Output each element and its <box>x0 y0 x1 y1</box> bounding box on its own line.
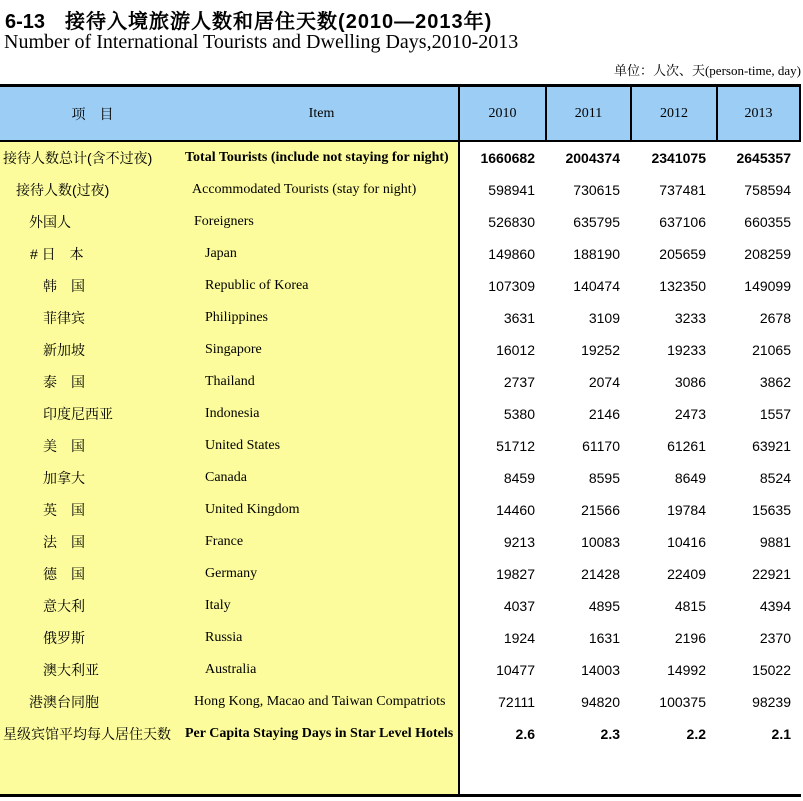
row-label-en: Total Tourists (include not staying for night) <box>185 150 449 165</box>
value-2013: 2370 <box>759 630 791 646</box>
value-2012: 637106 <box>659 214 706 230</box>
row-label-zh: 美 国 <box>43 438 85 454</box>
value-2010: 72111 <box>498 694 535 710</box>
value-2010: 149860 <box>488 246 535 262</box>
table-row <box>0 494 801 526</box>
value-2013: 4394 <box>759 598 791 614</box>
value-2012: 737481 <box>659 182 706 198</box>
value-2012: 19784 <box>667 502 706 518</box>
row-label-en: Per Capita Staying Days in Star Level Hotels <box>185 726 454 741</box>
value-2013: 1557 <box>759 406 791 422</box>
row-label-en: Russia <box>205 630 243 645</box>
value-2011: 61170 <box>582 438 620 454</box>
value-2012: 19233 <box>667 342 706 358</box>
title-chinese: 接待入境旅游人数和居住天数(2010—2013年) <box>65 11 493 33</box>
value-2012: 3086 <box>674 374 706 390</box>
value-2010: 19827 <box>496 566 535 582</box>
value-2012: 8649 <box>674 470 706 486</box>
value-2011: 14003 <box>581 662 620 678</box>
row-label-zh: 俄罗斯 <box>43 630 85 646</box>
value-2013: 15635 <box>752 502 791 518</box>
table-body <box>0 142 801 794</box>
value-2010: 107309 <box>488 278 535 294</box>
row-label-zh: 印度尼西亚 <box>43 406 113 422</box>
value-2013: 758594 <box>744 182 791 198</box>
table-body-filler <box>0 750 801 794</box>
table-row <box>0 462 801 494</box>
statistics-table <box>0 84 801 797</box>
value-2012: 10416 <box>667 534 706 550</box>
value-2011: 2.3 <box>600 726 620 742</box>
row-label-en: Accommodated Tourists (stay for night) <box>192 182 417 197</box>
table-row <box>0 174 801 206</box>
row-label-zh: 澳大利亚 <box>43 662 99 678</box>
row-label-en: Japan <box>205 246 237 261</box>
value-2013: 208259 <box>744 246 791 262</box>
value-2010: 51712 <box>496 438 535 454</box>
value-2011: 3109 <box>588 310 620 326</box>
row-label-zh: 法 国 <box>43 534 85 550</box>
value-2011: 21428 <box>581 566 620 582</box>
value-2011: 8595 <box>588 470 620 486</box>
value-2010: 2737 <box>503 374 535 390</box>
value-2010: 2.6 <box>515 726 535 742</box>
row-label-en: United Kingdom <box>205 502 300 517</box>
table-row <box>0 238 801 270</box>
value-2013: 3862 <box>759 374 791 390</box>
value-2010: 526830 <box>488 214 535 230</box>
table-number: 6-13 <box>5 11 46 33</box>
value-2011: 19252 <box>581 342 620 358</box>
table-row <box>0 430 801 462</box>
table-row <box>0 654 801 686</box>
row-label-en: Australia <box>205 662 257 677</box>
table-row <box>0 718 801 750</box>
value-2011: 21566 <box>581 502 620 518</box>
value-2010: 598941 <box>488 182 535 198</box>
value-2013: 8524 <box>759 470 791 486</box>
row-label-zh: 菲律宾 <box>43 310 85 326</box>
value-2010: 8459 <box>503 470 535 486</box>
row-label-zh: 接待人数总计(含不过夜) <box>3 150 153 166</box>
row-label-en: Indonesia <box>205 406 260 421</box>
unit-note-english: (person-time, day) <box>704 63 801 78</box>
value-2013: 21065 <box>752 342 791 358</box>
table-row <box>0 398 801 430</box>
row-label-zh: 港澳台同胞 <box>29 694 99 710</box>
value-2010: 3631 <box>503 310 535 326</box>
value-2013: 22921 <box>752 566 791 582</box>
value-2011: 94820 <box>581 694 620 710</box>
table-row <box>0 590 801 622</box>
value-2011: 10083 <box>581 534 620 550</box>
value-2012: 22409 <box>667 566 706 582</box>
row-label-zh: 星级宾馆平均每人居住天数 <box>3 726 171 742</box>
row-label-en: Canada <box>205 470 247 485</box>
value-2011: 2074 <box>588 374 620 390</box>
header-year-2010: 2010 <box>458 87 545 140</box>
row-label-zh: 意大利 <box>43 598 85 614</box>
value-2012: 14992 <box>667 662 706 678</box>
value-2010: 5380 <box>503 406 535 422</box>
table-bottom-border <box>0 794 801 797</box>
row-label-en: Germany <box>205 566 258 581</box>
value-2011: 4895 <box>588 598 620 614</box>
row-label-en: France <box>205 534 244 549</box>
value-2011: 2146 <box>588 406 620 422</box>
value-2011: 730615 <box>573 182 620 198</box>
table-row <box>0 206 801 238</box>
row-label-zh: 加拿大 <box>43 470 85 486</box>
value-2010: 1660682 <box>480 150 535 166</box>
value-2011: 140474 <box>573 278 620 294</box>
value-2012: 2341075 <box>651 150 706 166</box>
title-english: Number of International Tourists and Dwelling Days,2010-2013 <box>4 31 519 53</box>
row-label-en: Thailand <box>205 374 255 389</box>
value-2013: 2678 <box>759 310 791 326</box>
value-2013: 15022 <box>752 662 791 678</box>
unit-note-chinese: 单位：人次、天 <box>613 63 705 78</box>
value-2012: 61261 <box>667 438 706 454</box>
value-2011: 188190 <box>573 246 620 262</box>
header-item-zh: 项 目 <box>71 105 114 122</box>
value-2013: 660355 <box>744 214 791 230</box>
row-label-en: Singapore <box>205 342 262 357</box>
page-title <box>5 5 492 34</box>
table-row <box>0 142 801 174</box>
row-label-en: Hong Kong, Macao and Taiwan Compatriots <box>194 694 446 709</box>
header-year-2012: 2012 <box>630 87 716 140</box>
header-year-2013: 2013 <box>716 87 801 140</box>
value-2013: 63921 <box>752 438 791 454</box>
value-2013: 9881 <box>759 534 791 550</box>
value-2012: 2196 <box>674 630 706 646</box>
row-label-en: Republic of Korea <box>205 278 309 293</box>
table-row <box>0 526 801 558</box>
table-row <box>0 558 801 590</box>
row-label-zh: 外国人 <box>29 214 71 230</box>
row-label-en: Foreigners <box>194 214 254 229</box>
table-row <box>0 366 801 398</box>
value-2012: 205659 <box>659 246 706 262</box>
value-2013: 2645357 <box>736 150 791 166</box>
value-2012: 132350 <box>659 278 706 294</box>
value-2010: 1924 <box>503 630 535 646</box>
table-header-row <box>0 87 801 142</box>
row-label-zh: 德 国 <box>43 566 85 582</box>
row-label-zh: 新加坡 <box>43 342 85 358</box>
table-row <box>0 302 801 334</box>
value-2010: 4037 <box>503 598 535 614</box>
value-2013: 98239 <box>752 694 791 710</box>
row-label-zh: 泰 国 <box>43 374 85 390</box>
table-row <box>0 334 801 366</box>
table-row <box>0 686 801 718</box>
value-2012: 2473 <box>674 406 706 422</box>
table-row <box>0 622 801 654</box>
value-2012: 4815 <box>674 598 706 614</box>
header-year-2011: 2011 <box>545 87 630 140</box>
value-2012: 100375 <box>659 694 706 710</box>
row-label-zh: 韩 国 <box>43 278 85 294</box>
value-2011: 635795 <box>573 214 620 230</box>
value-2013: 149099 <box>744 278 791 294</box>
value-2010: 14460 <box>496 502 535 518</box>
header-item-en: Item <box>308 105 335 121</box>
value-2010: 10477 <box>496 662 535 678</box>
row-label-zh: # 日 本 <box>30 246 84 262</box>
row-label-en: United States <box>205 438 281 453</box>
unit-note <box>614 60 801 79</box>
value-2012: 2.2 <box>686 726 706 742</box>
value-2012: 3233 <box>674 310 706 326</box>
row-label-zh: 接待人数(过夜) <box>16 182 110 198</box>
value-2010: 16012 <box>496 342 535 358</box>
value-2013: 2.1 <box>771 726 791 742</box>
value-2011: 1631 <box>588 630 620 646</box>
value-2010: 9213 <box>503 534 535 550</box>
row-label-en: Italy <box>205 598 231 613</box>
row-label-zh: 英 国 <box>43 502 85 518</box>
value-2011: 2004374 <box>565 150 620 166</box>
table-row <box>0 270 801 302</box>
row-label-en: Philippines <box>205 310 269 325</box>
